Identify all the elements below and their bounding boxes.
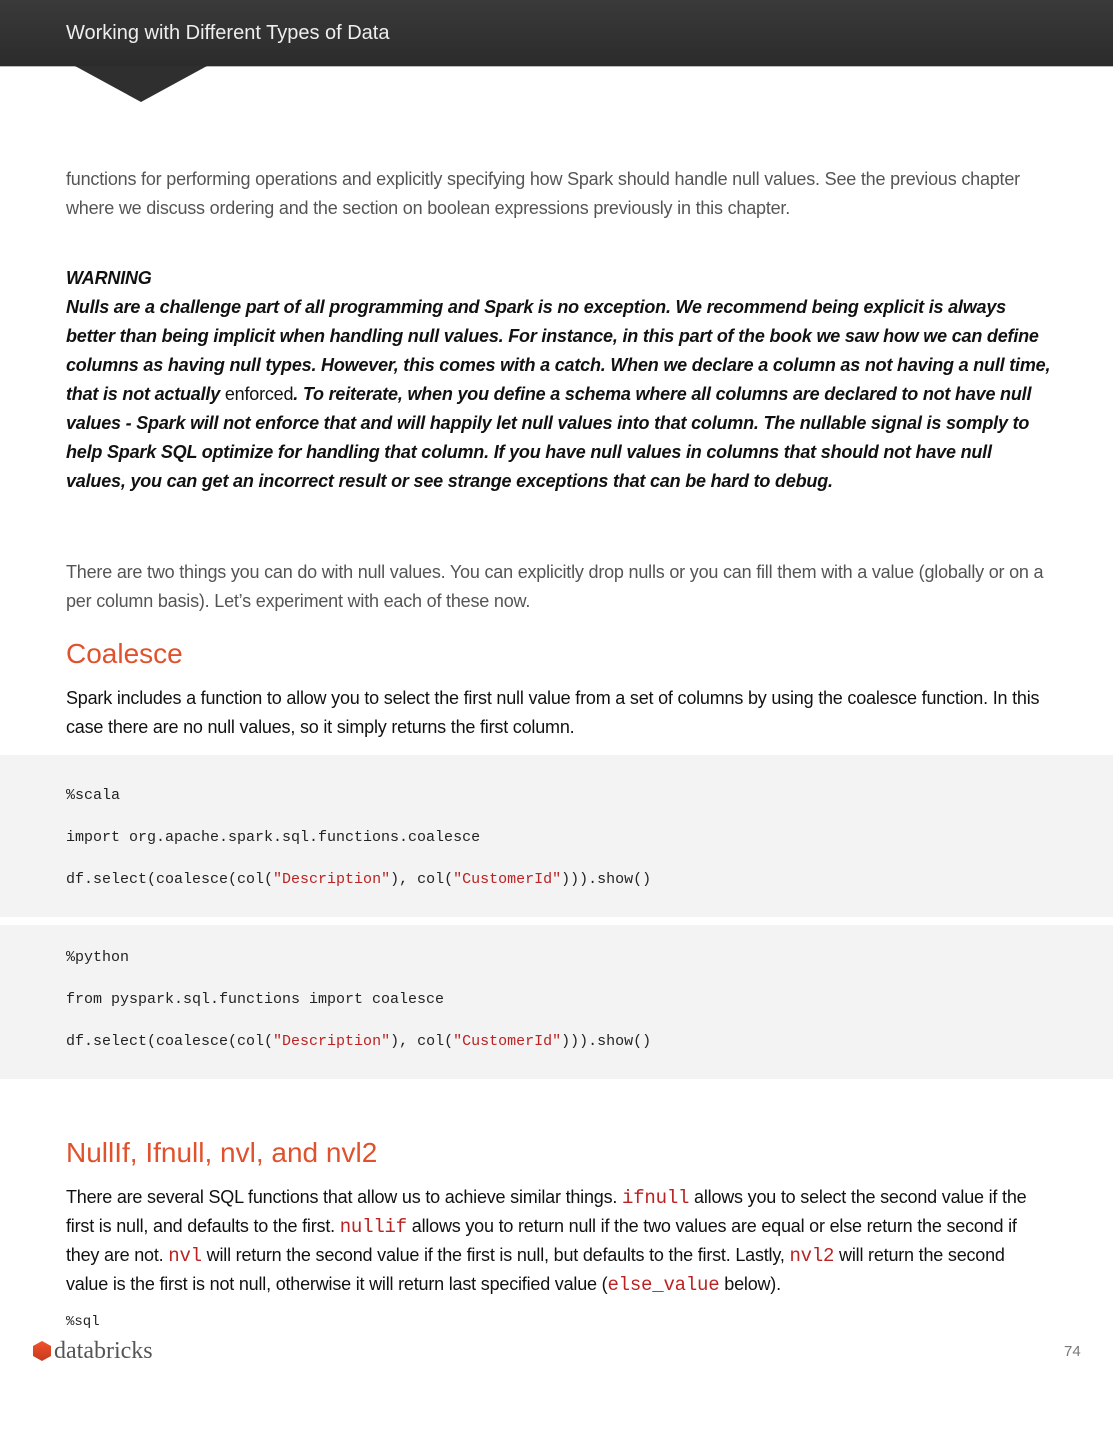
code-text: df.select(coalesce(col( bbox=[66, 1033, 274, 1050]
section-heading-coalesce: Coalesce bbox=[66, 638, 183, 669]
code-line bbox=[66, 1033, 1113, 1051]
warning-text-plain: enforced bbox=[224, 384, 294, 404]
inline-code: ifnull bbox=[622, 1187, 690, 1209]
code-line: from pyspark.sql.functions import coalesce bbox=[66, 991, 445, 1008]
null-options-paragraph: There are two things you can do with null values. You can explicitly drop nulls or you can fill them with a value (globally or on a per column basis). Let’s experiment with each of these now. bbox=[66, 562, 1044, 611]
code-text: ), col( bbox=[390, 871, 454, 888]
inline-code: nvl2 bbox=[789, 1245, 835, 1267]
intro-paragraph: functions for performing operations and explicitly specifying how Spark should handle null values. See the previous chapter where we discuss ordering and the section on boolean expressions previously in this chapter. bbox=[66, 169, 1020, 218]
text: allows you to return null if the two values are equal or else return the second if they are not. bbox=[66, 1216, 1017, 1265]
code-string: "Description" bbox=[273, 1033, 391, 1050]
code-block-python bbox=[0, 925, 1113, 1079]
text: will return the second value is the first is not null, otherwise it will return last specified value ( bbox=[66, 1245, 1005, 1294]
warning-label: WARNING bbox=[66, 268, 152, 288]
inline-code: nvl bbox=[168, 1245, 202, 1267]
text: will return the second value if the first is null, but defaults to the first. Lastly, bbox=[201, 1245, 790, 1265]
code-line: %python bbox=[66, 949, 130, 966]
chapter-title: Working with Different Types of Data bbox=[66, 22, 390, 44]
code-line bbox=[66, 871, 1113, 889]
page-number: 74 bbox=[1064, 1343, 1081, 1360]
databricks-logo-icon bbox=[33, 1341, 51, 1361]
text: allows you to select the second value if the first is null, and defaults to the first. bbox=[66, 1187, 1027, 1236]
code-text: ), col( bbox=[390, 1033, 454, 1050]
inline-code: nullif bbox=[339, 1216, 407, 1238]
text: There are several SQL functions that allow us to achieve similar things. bbox=[66, 1187, 623, 1207]
code-text: ))).show() bbox=[561, 1033, 652, 1050]
coalesce-paragraph: Spark includes a function to allow you to select the first null value from a set of columns by using the coalesce function. In this case there are no null values, so it simply returns the first column. bbox=[66, 688, 1040, 737]
page-footer bbox=[0, 1337, 1113, 1377]
warning-text: Nulls are a challenge part of all programming and Spark is no exception. We recommend being explicit is always better than being implicit when handling null values. For instance, in this part of the book we saw how we can define columns as having null types. However, this comes with a catch. When we declare a column as not having a null time, that is not actually bbox=[66, 297, 1051, 404]
logo-text: databricks bbox=[54, 1338, 153, 1364]
nullif-paragraph bbox=[66, 1183, 1051, 1299]
text: below). bbox=[719, 1274, 781, 1294]
code-block-scala bbox=[0, 755, 1113, 917]
warning-text-rest: . To reiterate, when you define a schema where all columns are declared to not have null values - Spark will not enforce that and will happily let null values into that column. The nullable signal is somply to help Spark SQL optimize for handling that column. If you have null values in columns that should not have null values, you can get an incorrect result or see strange exceptions that can be hard to debug. bbox=[66, 384, 1032, 491]
databricks-logo bbox=[33, 1337, 153, 1365]
code-line: %scala bbox=[66, 787, 121, 804]
code-text: ))).show() bbox=[561, 871, 652, 888]
code-text: df.select(coalesce(col( bbox=[66, 871, 274, 888]
code-line: import org.apache.spark.sql.functions.coalesce bbox=[66, 829, 481, 846]
code-line-sql: %sql bbox=[66, 1314, 100, 1330]
warning-box bbox=[66, 264, 1051, 496]
header-pointer bbox=[75, 66, 207, 102]
page-header bbox=[0, 0, 1113, 67]
section-heading-nullif: NullIf, Ifnull, nvl, and nvl2 bbox=[66, 1137, 378, 1168]
inline-code: else_value bbox=[607, 1274, 720, 1296]
code-string: "CustomerId" bbox=[453, 871, 562, 888]
code-string: "Description" bbox=[273, 871, 391, 888]
code-string: "CustomerId" bbox=[453, 1033, 562, 1050]
